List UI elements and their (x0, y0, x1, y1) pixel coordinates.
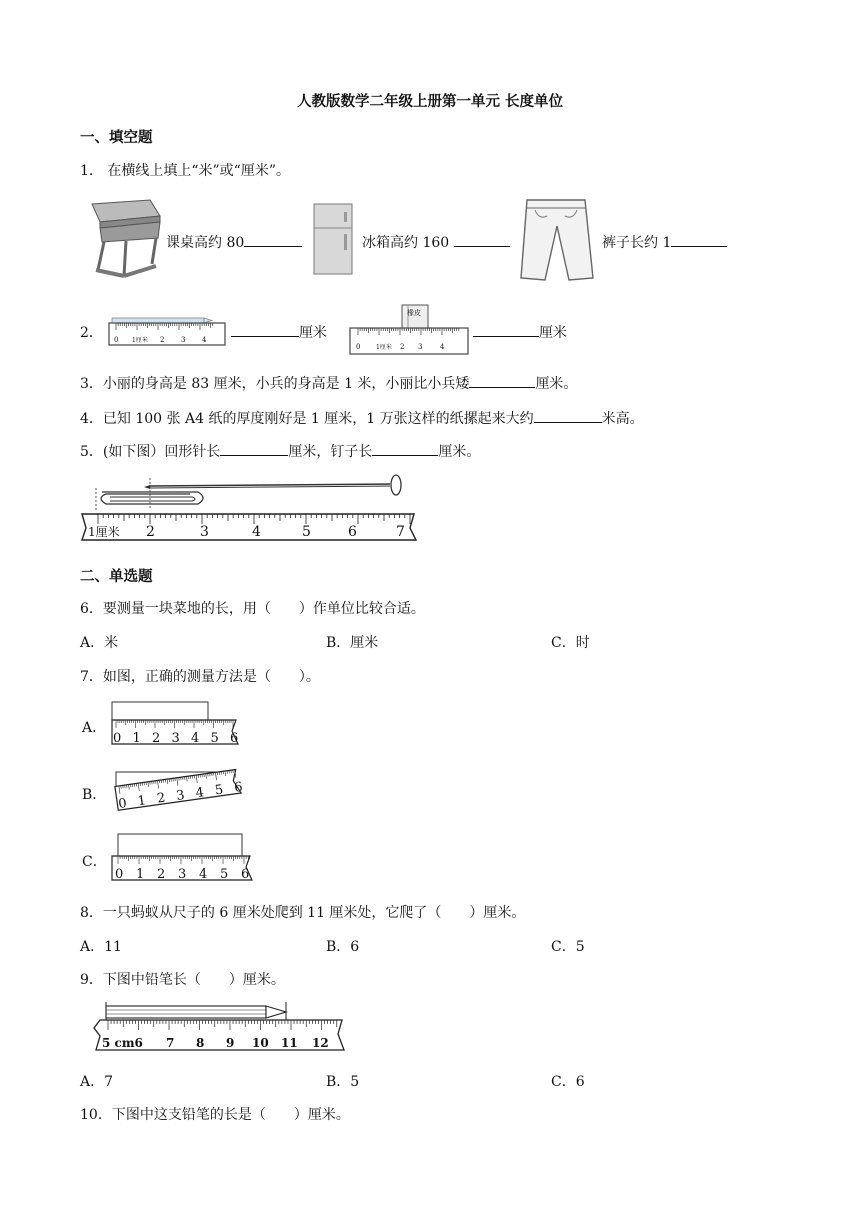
ruler-tick-label: 4 (440, 343, 445, 351)
q9-stem: 9．下图中铅笔长（ ）厘米。 (80, 972, 285, 988)
fridge-icon (312, 202, 354, 276)
q3-stem: 3．小丽的身高是 83 厘米，小兵的身高是 1 米，小丽比小兵矮 (80, 376, 470, 392)
q1-item-pants (602, 232, 727, 252)
pencil-ruler-figure (86, 998, 350, 1058)
ruler-tick-label: 1厘米 (88, 525, 120, 539)
section-heading-fill: 一、填空题 (80, 129, 153, 146)
ruler-tick-label: 5 (210, 731, 219, 746)
pants-icon (517, 196, 595, 282)
answer-blank[interactable] (473, 322, 539, 337)
ruler-tick-label: 2 (400, 343, 405, 351)
q1-desk-text: 课桌高约 80 (166, 235, 245, 251)
ruler-tick-label: 2 (146, 524, 155, 540)
ruler-tick-label: 3 (178, 867, 187, 882)
ruler-tick-label: 4 (194, 785, 205, 802)
ruler-tick-label: 3 (171, 731, 180, 746)
ruler-tick-label: 12 (312, 1036, 329, 1050)
q4-stem: 4．已知 100 张 A4 纸的厚度刚好是 1 厘米，1 万张这样的纸摞起来大约 (80, 411, 534, 427)
q2-answer-1 (231, 322, 327, 342)
ruler-tick-label: 2 (160, 336, 165, 344)
paperclip-nail-ruler (80, 470, 420, 550)
q9-option-a[interactable]: A．7 (80, 1074, 114, 1090)
q3 (80, 373, 577, 393)
ruler-tick-label: 7 (166, 1036, 175, 1050)
q2-number: 2． (80, 325, 103, 341)
q6-option-c[interactable]: C．时 (551, 635, 590, 651)
q7-label-c[interactable]: C． (82, 854, 107, 870)
ruler-tick-label: 1厘米 (132, 337, 148, 344)
q7-label-b[interactable]: B． (82, 787, 107, 803)
ruler-tick-label: 4 (199, 867, 208, 882)
answer-blank[interactable] (469, 373, 535, 388)
desk-icon (86, 196, 162, 280)
ruler-tick-label: 7 (396, 524, 405, 540)
q2-unit-2: 厘米 (539, 325, 567, 341)
ruler-tick-label: 5 cm6 (102, 1036, 143, 1050)
answer-blank[interactable] (671, 232, 727, 247)
ruler-tick-label: 3 (181, 336, 186, 344)
q4-unit: 米高。 (601, 411, 644, 427)
ruler-tick-label: 6 (348, 524, 357, 540)
section-heading-choice: 二、单选题 (80, 568, 153, 585)
q10-stem: 10．下图中这支铅笔的长是（ ）厘米。 (80, 1107, 350, 1123)
q7-stem: 7．如图，正确的测量方法是（ ）。 (80, 669, 320, 685)
ruler-tick-label: 1 (136, 793, 148, 810)
q9-option-c[interactable]: C．6 (551, 1074, 585, 1090)
ruler-tick-label: 5 (302, 524, 311, 540)
ruler-tick-label: 3 (175, 787, 186, 804)
eraser-label: 橡皮 (407, 309, 421, 317)
ruler-tick-label: 2 (156, 790, 167, 807)
ruler-tick-label: 3 (200, 524, 209, 540)
q7-figure-b (110, 760, 246, 813)
q1-fridge-text: 冰箱高约 160 (362, 235, 450, 251)
ruler-tick-label: 4 (202, 336, 207, 344)
ruler-tick-label: 6 (230, 731, 239, 746)
ruler-tick-label: 2 (152, 731, 161, 746)
ruler-tick-label: 5 (220, 867, 229, 882)
q1-pants-text: 裤子长约 1 (602, 235, 672, 251)
q1-stem: 1． 在横线上填上“米”或“厘米”。 (80, 163, 290, 179)
ruler-tick-label: 4 (191, 731, 200, 746)
ruler-tick-label: 1厘米 (376, 344, 392, 351)
ruler-tick-label: 11 (281, 1036, 298, 1050)
q1-item-desk (166, 232, 302, 252)
q5-mid: 厘米，钉子长 (288, 444, 373, 460)
answer-blank[interactable] (372, 441, 438, 456)
q3-unit: 厘米。 (535, 376, 578, 392)
q8-stem: 8．一只蚂蚁从尺子的 6 厘米处爬到 11 厘米处，它爬了（ ）厘米。 (80, 905, 526, 921)
ruler-tick-label: 4 (252, 524, 261, 540)
q4 (80, 408, 644, 428)
answer-blank[interactable] (244, 232, 302, 247)
ruler-tick-label: 3 (418, 343, 423, 351)
answer-blank[interactable] (220, 441, 288, 456)
q1-item-fridge (362, 232, 510, 252)
ruler-tick-label: 5 (213, 782, 225, 799)
ruler-tick-label: 1 (132, 731, 141, 746)
ruler-tick-label: 0 (114, 336, 119, 344)
ruler-tick-label: 0 (115, 867, 124, 882)
answer-blank[interactable] (534, 408, 602, 423)
page-title: 人教版数学二年级上册第一单元 长度单位 (296, 93, 564, 110)
ruler-tick-label: 0 (356, 343, 361, 351)
q8-option-b[interactable]: B．6 (326, 939, 360, 955)
ruler-tick-label: 6 (233, 779, 244, 796)
q7-label-a[interactable]: A． (82, 720, 107, 736)
q5 (80, 441, 480, 461)
ruler-tick-label: 0 (113, 731, 122, 746)
q6-option-b[interactable]: B．厘米 (326, 635, 379, 651)
ruler-tick-label: 1 (136, 867, 145, 882)
answer-blank[interactable] (454, 232, 510, 247)
ruler-tick-label: 9 (226, 1036, 235, 1050)
q6-stem: 6．要测量一块菜地的长，用（ ）作单位比较合适。 (80, 601, 425, 617)
ruler-tick-label: 0 (117, 796, 128, 813)
ruler-with-eraser (348, 304, 472, 358)
q9-option-b[interactable]: B．5 (326, 1074, 360, 1090)
ruler-tick-label: 8 (196, 1036, 205, 1050)
ruler-tick-label: 2 (157, 867, 166, 882)
ruler-tick-label: 6 (241, 867, 250, 882)
q5-unit: 厘米。 (438, 444, 481, 460)
q7-figure-a (110, 700, 244, 750)
q7-figure-c (110, 832, 258, 884)
q5-stem: 5．(如下图）回形针长 (80, 444, 221, 460)
ruler-tick-label: 10 (252, 1036, 269, 1050)
q2-unit-1: 厘米 (299, 325, 327, 341)
q8-option-a[interactable]: A．11 (80, 939, 122, 955)
answer-blank[interactable] (231, 322, 299, 337)
q6-option-a[interactable]: A．米 (80, 635, 119, 651)
ruler-with-pencil (108, 312, 228, 348)
q2-answer-2 (473, 322, 567, 342)
q8-option-c[interactable]: C．5 (551, 939, 585, 955)
